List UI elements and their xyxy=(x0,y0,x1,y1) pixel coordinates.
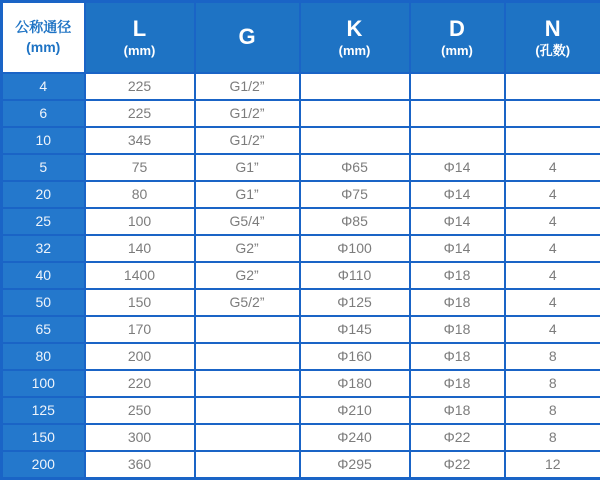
header-cell-d xyxy=(410,2,505,73)
data-cell-k: Φ210 xyxy=(300,397,410,424)
table-row xyxy=(2,100,600,127)
row-header-cell: 100 xyxy=(2,370,85,397)
data-cell-g: G1/2” xyxy=(195,100,300,127)
data-cell-g xyxy=(195,316,300,343)
data-cell-g xyxy=(195,343,300,370)
row-header-cell: 32 xyxy=(2,235,85,262)
data-cell-k: Φ160 xyxy=(300,343,410,370)
data-cell-k: Φ180 xyxy=(300,370,410,397)
data-cell-l: 200 xyxy=(85,343,195,370)
data-cell-l: 225 xyxy=(85,73,195,100)
table-row xyxy=(2,262,600,289)
data-cell-d: Φ18 xyxy=(410,343,505,370)
header-cell-g xyxy=(195,2,300,73)
table-row xyxy=(2,73,600,100)
data-cell-d: Φ22 xyxy=(410,451,505,479)
data-cell-d: Φ18 xyxy=(410,262,505,289)
data-cell-l: 80 xyxy=(85,181,195,208)
data-cell-k: Φ110 xyxy=(300,262,410,289)
table-row xyxy=(2,451,600,479)
header-label-nominal-diameter: 公称通径 xyxy=(15,18,72,35)
header-cell-nominal-diameter xyxy=(2,2,85,73)
data-cell-n: 8 xyxy=(505,343,600,370)
data-cell-k xyxy=(300,127,410,154)
data-cell-d: Φ14 xyxy=(410,208,505,235)
data-cell-l: 150 xyxy=(85,289,195,316)
data-cell-d: Φ14 xyxy=(410,181,505,208)
data-cell-n: 4 xyxy=(505,289,600,316)
table-row xyxy=(2,289,600,316)
table-row xyxy=(2,316,600,343)
data-cell-l: 75 xyxy=(85,154,195,181)
header-label: D xyxy=(449,16,465,42)
data-cell-l: 345 xyxy=(85,127,195,154)
table-row xyxy=(2,343,600,370)
row-header-cell: 65 xyxy=(2,316,85,343)
data-cell-g xyxy=(195,370,300,397)
data-cell-n: 8 xyxy=(505,424,600,451)
header-row xyxy=(2,2,600,73)
data-cell-k xyxy=(300,100,410,127)
row-header-cell: 50 xyxy=(2,289,85,316)
table-row xyxy=(2,424,600,451)
data-cell-n: 4 xyxy=(505,235,600,262)
header-unit: (mm) xyxy=(441,42,473,58)
header-label: L xyxy=(132,16,147,42)
data-cell-k: Φ100 xyxy=(300,235,410,262)
header-cell-l xyxy=(85,2,195,73)
row-header-cell: 200 xyxy=(2,451,85,479)
data-cell-l: 300 xyxy=(85,424,195,451)
data-cell-d xyxy=(410,73,505,100)
data-cell-d: Φ18 xyxy=(410,370,505,397)
data-cell-l: 170 xyxy=(85,316,195,343)
data-cell-n: 8 xyxy=(505,370,600,397)
data-cell-g: G2” xyxy=(195,235,300,262)
data-cell-g: G1/2” xyxy=(195,127,300,154)
data-cell-k: Φ145 xyxy=(300,316,410,343)
data-cell-g: G5/4” xyxy=(195,208,300,235)
data-cell-n: 4 xyxy=(505,262,600,289)
data-cell-k: Φ240 xyxy=(300,424,410,451)
header-label: G xyxy=(238,24,256,50)
header-label: N xyxy=(544,16,561,42)
data-cell-l: 1400 xyxy=(85,262,195,289)
data-cell-d xyxy=(410,100,505,127)
data-cell-l: 250 xyxy=(85,397,195,424)
row-header-cell: 25 xyxy=(2,208,85,235)
data-cell-d: Φ18 xyxy=(410,289,505,316)
data-cell-g: G1” xyxy=(195,154,300,181)
table-row xyxy=(2,154,600,181)
row-header-cell: 40 xyxy=(2,262,85,289)
data-cell-g xyxy=(195,451,300,479)
data-cell-d: Φ18 xyxy=(410,397,505,424)
data-cell-n: 12 xyxy=(505,451,600,479)
data-cell-g: G1” xyxy=(195,181,300,208)
row-header-cell: 4 xyxy=(2,73,85,100)
data-cell-k: Φ65 xyxy=(300,154,410,181)
data-cell-n: 4 xyxy=(505,316,600,343)
data-cell-l: 100 xyxy=(85,208,195,235)
header-label: K xyxy=(346,16,363,42)
data-cell-g: G5/2” xyxy=(195,289,300,316)
header-cell-n xyxy=(505,2,600,73)
data-cell-d xyxy=(410,127,505,154)
header-unit: (mm) xyxy=(338,42,371,58)
data-cell-d: Φ22 xyxy=(410,424,505,451)
row-header-cell: 5 xyxy=(2,154,85,181)
data-cell-n: 4 xyxy=(505,154,600,181)
data-cell-g: G2” xyxy=(195,262,300,289)
data-cell-l: 220 xyxy=(85,370,195,397)
data-cell-n: 4 xyxy=(505,181,600,208)
data-cell-k: Φ75 xyxy=(300,181,410,208)
table-row xyxy=(2,181,600,208)
data-cell-d: Φ14 xyxy=(410,235,505,262)
row-header-cell: 150 xyxy=(2,424,85,451)
data-cell-n xyxy=(505,127,600,154)
data-cell-k: Φ85 xyxy=(300,208,410,235)
data-cell-k: Φ295 xyxy=(300,451,410,479)
header-unit: (mm) xyxy=(123,42,156,58)
row-header-cell: 80 xyxy=(2,343,85,370)
data-cell-n: 8 xyxy=(505,397,600,424)
table-row xyxy=(2,370,600,397)
data-cell-n xyxy=(505,73,600,100)
row-header-cell: 125 xyxy=(2,397,85,424)
table-row xyxy=(2,208,600,235)
data-cell-k xyxy=(300,73,410,100)
table-row xyxy=(2,397,600,424)
data-cell-g xyxy=(195,424,300,451)
data-cell-g: G1/2” xyxy=(195,73,300,100)
header-unit-nominal-diameter: (mm) xyxy=(26,39,61,56)
header-cell-k xyxy=(300,2,410,73)
row-header-cell: 20 xyxy=(2,181,85,208)
table-row xyxy=(2,127,600,154)
row-header-cell: 10 xyxy=(2,127,85,154)
data-cell-l: 140 xyxy=(85,235,195,262)
data-cell-g xyxy=(195,397,300,424)
row-header-cell: 6 xyxy=(2,100,85,127)
data-cell-l: 225 xyxy=(85,100,195,127)
table-body xyxy=(2,73,600,479)
data-cell-d: Φ14 xyxy=(410,154,505,181)
data-cell-n xyxy=(505,100,600,127)
data-cell-k: Φ125 xyxy=(300,289,410,316)
data-cell-n: 4 xyxy=(505,208,600,235)
data-cell-l: 360 xyxy=(85,451,195,479)
table-row xyxy=(2,235,600,262)
data-cell-d: Φ18 xyxy=(410,316,505,343)
header-unit: (孔数) xyxy=(535,42,571,58)
